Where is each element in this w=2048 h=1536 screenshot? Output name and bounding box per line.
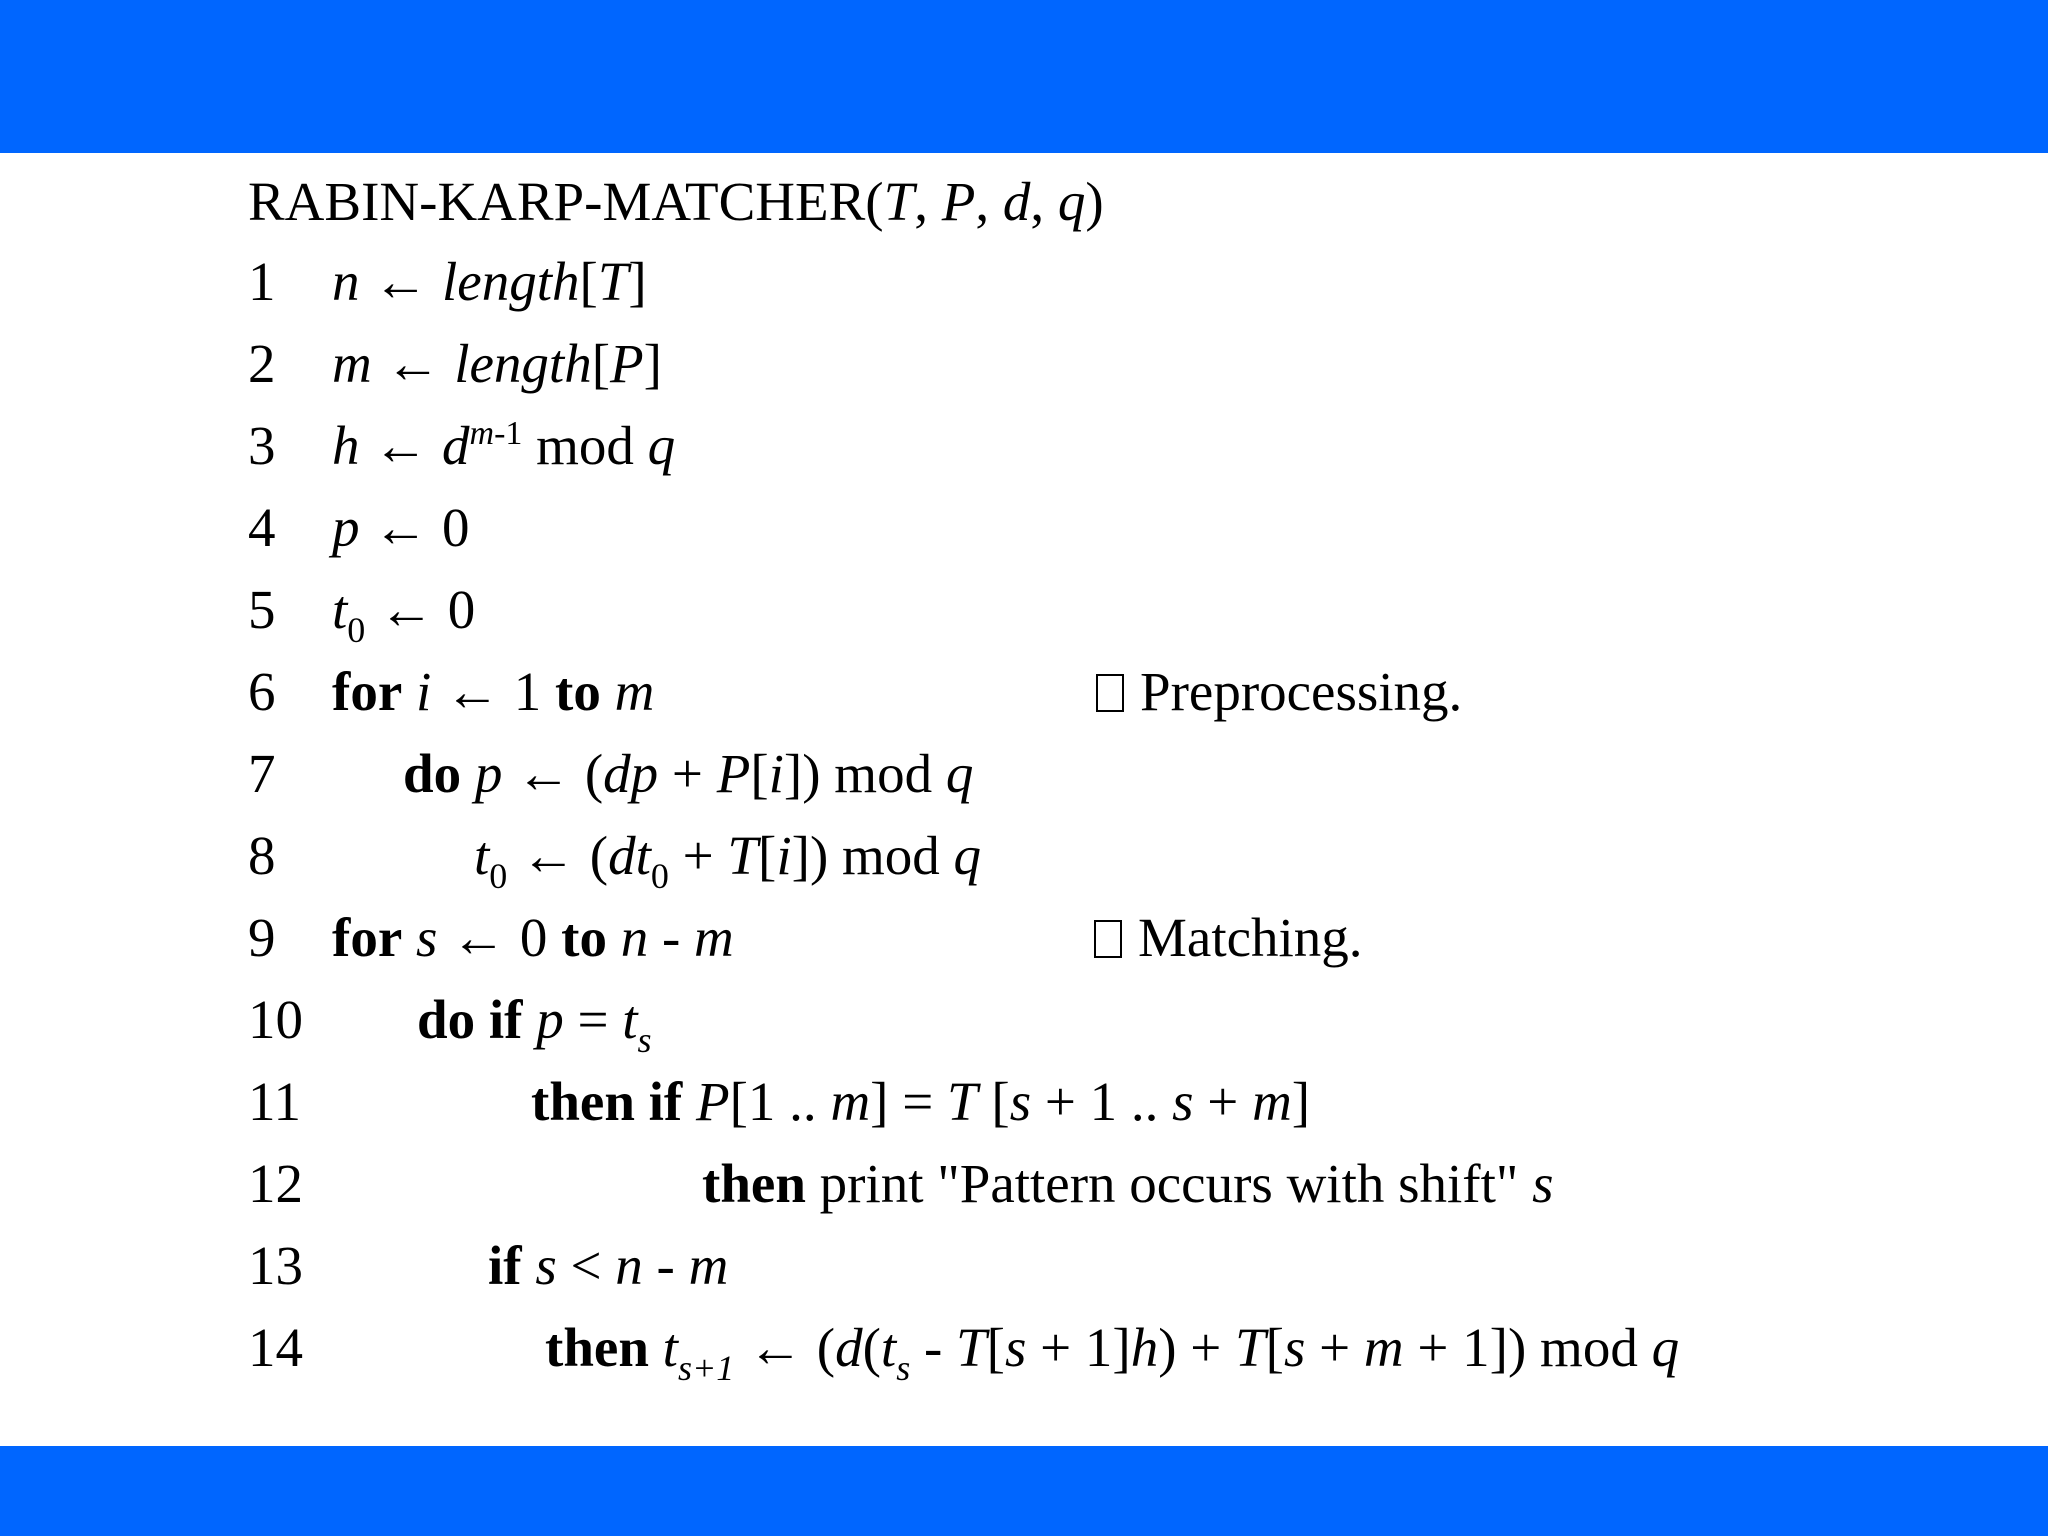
keyword: if <box>488 1235 522 1296</box>
line-code <box>702 1152 1553 1216</box>
var: d <box>835 1317 863 1378</box>
op: + 1 .. <box>1031 1071 1173 1132</box>
op: ]) mod <box>783 743 946 804</box>
var: T <box>956 1317 987 1378</box>
line-number: 7 <box>248 743 276 804</box>
op: ) + <box>1158 1317 1236 1378</box>
line-code <box>332 906 734 970</box>
var: T <box>947 1071 978 1132</box>
var: n <box>615 1235 643 1296</box>
line-number: 2 <box>248 333 276 394</box>
line-code <box>332 250 647 314</box>
line-number: 12 <box>248 1153 303 1214</box>
subscript <box>638 1020 652 1060</box>
comment-text: Preprocessing. <box>1140 661 1463 722</box>
var: p <box>332 497 360 558</box>
var: t <box>474 825 490 886</box>
var: m <box>1252 1071 1292 1132</box>
var: s <box>637 1020 652 1060</box>
bottom-banner <box>0 1446 2048 1536</box>
op: ← 1 <box>431 661 556 722</box>
var: T <box>597 251 629 312</box>
op: ← 0 <box>365 579 476 640</box>
var: i <box>768 743 784 804</box>
title-name: RABIN-KARP-MATCHER <box>248 171 866 232</box>
subscript: 0 <box>489 856 508 896</box>
keyword: then if <box>531 1071 683 1132</box>
keyword: for <box>332 661 403 722</box>
title-arg-T: T <box>883 171 915 232</box>
var: s <box>1004 1317 1027 1378</box>
comment-marker-icon <box>1094 920 1122 958</box>
op: + <box>668 825 728 886</box>
var: T <box>1235 1317 1266 1378</box>
line-code <box>332 660 654 724</box>
bracket: [ <box>758 825 777 886</box>
line-code <box>332 414 675 478</box>
line-number: 13 <box>248 1235 303 1296</box>
var: T <box>727 825 759 886</box>
op: ← ( <box>507 825 609 886</box>
op: - <box>910 1317 957 1378</box>
var: t <box>622 989 638 1050</box>
line-number: 6 <box>248 661 276 722</box>
title-sep: , <box>975 171 1003 232</box>
bracket: [ <box>591 333 611 394</box>
var: q <box>953 825 982 886</box>
subscript <box>896 1348 910 1388</box>
op: ] = <box>870 1071 948 1132</box>
var: p <box>522 989 564 1050</box>
subscript: s+1 <box>677 1348 735 1388</box>
title-sep: , <box>1030 171 1058 232</box>
title-arg-d: d <box>1002 171 1031 232</box>
comment <box>1096 660 1462 724</box>
line-code <box>545 1316 1680 1388</box>
title-paren: ( <box>865 171 884 232</box>
line-code <box>332 578 476 650</box>
keyword: for <box>332 907 403 968</box>
op: ← <box>359 251 442 312</box>
bracket: ] <box>643 333 662 394</box>
op: - <box>648 907 695 968</box>
op: - <box>642 1235 689 1296</box>
var: m <box>694 907 734 968</box>
line-number: 4 <box>248 497 276 558</box>
title-arg-P: P <box>941 171 976 232</box>
line-number: 11 <box>248 1071 301 1132</box>
bracket: ] <box>628 251 647 312</box>
var: m <box>600 661 655 722</box>
var: s <box>896 1348 911 1388</box>
op: = <box>563 989 623 1050</box>
line-code <box>403 742 973 806</box>
comment-text: Matching. <box>1138 907 1363 968</box>
keyword: do <box>403 743 462 804</box>
op: ← <box>359 415 442 476</box>
op: ]) mod <box>791 825 954 886</box>
op: ← 0 <box>437 907 562 968</box>
num: -1 <box>494 415 523 452</box>
var: s <box>1172 1071 1194 1132</box>
op: + <box>1305 1317 1364 1378</box>
var: m <box>688 1235 729 1296</box>
var: n <box>606 907 649 968</box>
var: s <box>521 1235 557 1296</box>
var: m <box>1363 1317 1404 1378</box>
var: s <box>402 907 438 968</box>
var: t <box>332 579 348 640</box>
line-number: 1 <box>248 251 276 312</box>
title-sep: , <box>914 171 942 232</box>
line-code <box>332 496 470 560</box>
print-text: print "Pattern occurs with shift" <box>805 1153 1533 1214</box>
bracket: [ <box>977 1071 1010 1132</box>
exponent <box>470 415 523 452</box>
op: ← ( <box>734 1317 836 1378</box>
var: q <box>647 415 676 476</box>
var: P <box>716 743 751 804</box>
var: dt <box>608 825 651 886</box>
var: i <box>776 825 792 886</box>
func: length <box>454 333 592 394</box>
var: m <box>332 333 372 394</box>
var: m <box>830 1071 871 1132</box>
var: i <box>402 661 432 722</box>
title-paren: ) <box>1085 171 1104 232</box>
var: m <box>469 415 495 452</box>
op: [1 .. <box>729 1071 831 1132</box>
var: d <box>442 415 470 476</box>
line-code <box>417 988 652 1060</box>
bracket: [ <box>986 1317 1005 1378</box>
var: h <box>1130 1317 1159 1378</box>
op: ← ( <box>502 743 604 804</box>
bracket: [ <box>579 251 598 312</box>
var: n <box>332 251 360 312</box>
comment <box>1094 906 1363 970</box>
title-arg-q: q <box>1057 171 1086 232</box>
op: ← <box>371 333 455 394</box>
var: s <box>1532 1153 1554 1214</box>
var: p <box>461 743 503 804</box>
op: + <box>1193 1071 1253 1132</box>
line-number: 8 <box>248 825 276 886</box>
keyword: then <box>702 1153 806 1214</box>
line-number: 5 <box>248 579 276 640</box>
func: length <box>442 251 580 312</box>
line-code <box>474 824 982 896</box>
op: + 1] <box>1026 1317 1131 1378</box>
var: h <box>332 415 360 476</box>
op: < <box>556 1235 616 1296</box>
var: q <box>1651 1317 1680 1378</box>
subscript: 0 <box>650 856 669 896</box>
top-banner <box>0 0 2048 153</box>
keyword: do if <box>417 989 523 1050</box>
line-code <box>332 332 662 396</box>
subscript: 0 <box>347 610 366 650</box>
var: t <box>880 1317 897 1378</box>
algorithm-title <box>248 170 1104 234</box>
var: t <box>648 1317 678 1378</box>
line-code <box>531 1070 1310 1134</box>
keyword: to <box>561 907 607 968</box>
line-number: 3 <box>248 415 276 476</box>
line-number: 9 <box>248 907 276 968</box>
var: P <box>610 333 644 394</box>
bracket: [ <box>750 743 769 804</box>
line-code <box>488 1234 728 1298</box>
bracket: ] <box>1291 1071 1311 1132</box>
var: dp <box>603 743 659 804</box>
keyword: to <box>555 661 601 722</box>
bracket: [ <box>1265 1317 1284 1378</box>
keyword: then <box>545 1317 649 1378</box>
var: s <box>1009 1071 1032 1132</box>
line-number: 10 <box>248 989 303 1050</box>
bracket: ( <box>862 1317 881 1378</box>
comment-marker-icon <box>1096 674 1124 712</box>
op: mod <box>522 415 648 476</box>
var: s <box>1283 1317 1306 1378</box>
op: + <box>658 743 717 804</box>
op: ← 0 <box>359 497 470 558</box>
var: P <box>682 1071 730 1132</box>
line-number: 14 <box>248 1317 303 1378</box>
op: + 1]) mod <box>1403 1317 1652 1378</box>
var: q <box>945 743 974 804</box>
